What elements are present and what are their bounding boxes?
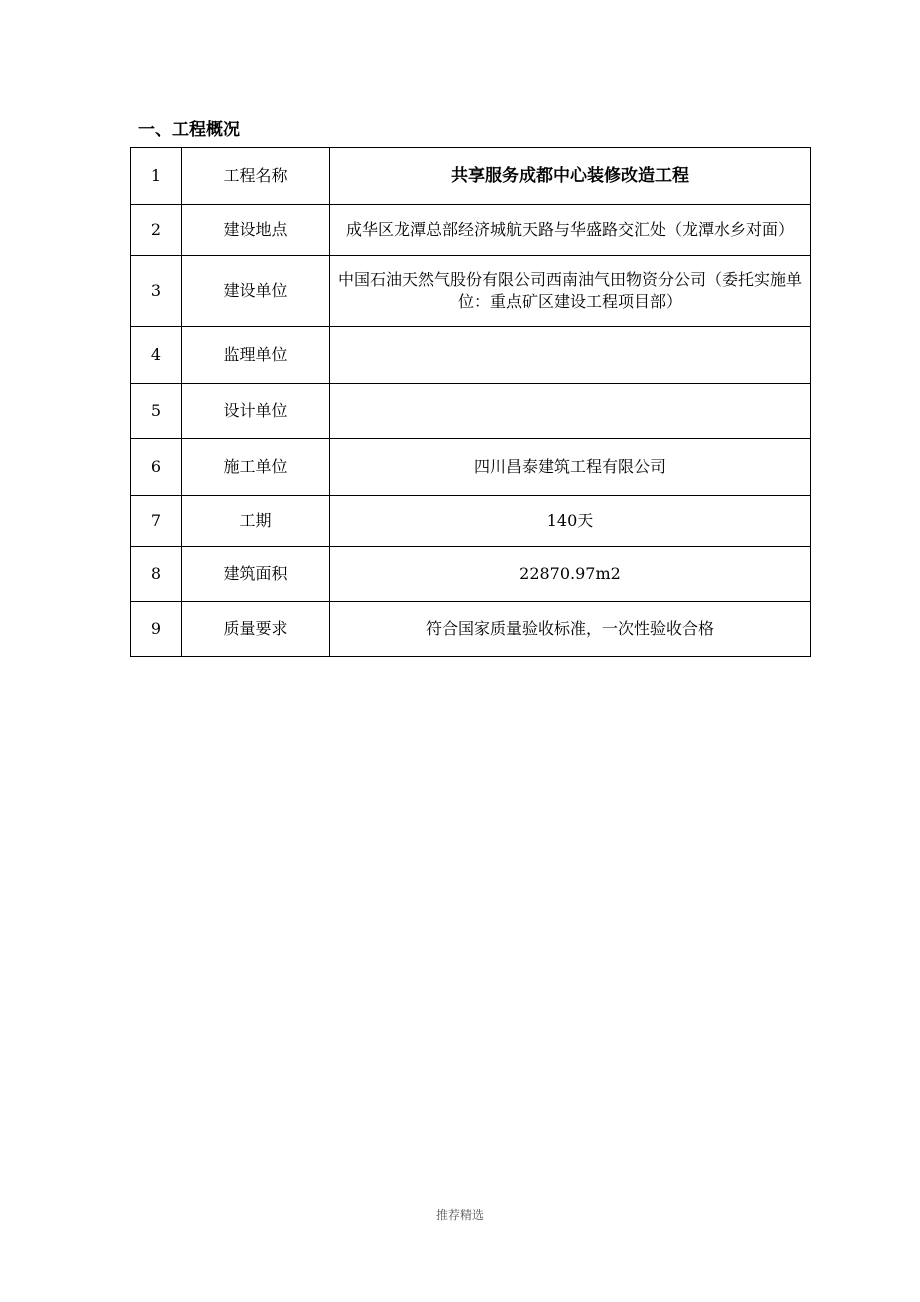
row-number: 8 bbox=[131, 547, 182, 602]
project-overview-table bbox=[130, 147, 811, 657]
row-label: 工期 bbox=[182, 496, 330, 547]
row-number: 9 bbox=[131, 602, 182, 657]
table-row bbox=[131, 327, 811, 384]
row-label: 建筑面积 bbox=[182, 547, 330, 602]
quality-requirement-value: 符合国家质量验收标准，一次性验收合格 bbox=[330, 602, 811, 657]
row-label: 监理单位 bbox=[182, 327, 330, 384]
row-label: 建设地点 bbox=[182, 205, 330, 256]
row-number: 6 bbox=[131, 439, 182, 496]
supervision-unit-value bbox=[330, 327, 811, 384]
page-footer: 推荐精选 bbox=[435, 1208, 484, 1222]
table-row bbox=[131, 602, 811, 657]
table-row bbox=[131, 439, 811, 496]
table-row bbox=[131, 547, 811, 602]
row-label: 设计单位 bbox=[182, 384, 330, 439]
contractor-value: 四川昌泰建筑工程有限公司 bbox=[330, 439, 811, 496]
table-row bbox=[131, 384, 811, 439]
row-label: 建设单位 bbox=[182, 256, 330, 327]
row-label: 工程名称 bbox=[182, 148, 330, 205]
row-label: 质量要求 bbox=[182, 602, 330, 657]
floor-area-value: 22870.97m2 bbox=[330, 547, 811, 602]
row-number: 2 bbox=[131, 205, 182, 256]
section-heading: 一、工程概况 bbox=[138, 120, 240, 140]
row-label: 施工单位 bbox=[182, 439, 330, 496]
row-number: 3 bbox=[131, 256, 182, 327]
duration-value: 140天 bbox=[330, 496, 811, 547]
table-row bbox=[131, 256, 811, 327]
row-number: 5 bbox=[131, 384, 182, 439]
construction-location-value: 成华区龙潭总部经济城航天路与华盛路交汇处（龙潭水乡对面） bbox=[330, 205, 811, 256]
row-number: 1 bbox=[131, 148, 182, 205]
table-row bbox=[131, 496, 811, 547]
row-number: 4 bbox=[131, 327, 182, 384]
owner-unit-value: 中国石油天然气股份有限公司西南油气田物资分公司（委托实施单位：重点矿区建设工程项目部） bbox=[330, 256, 811, 327]
design-unit-value bbox=[330, 384, 811, 439]
table-row bbox=[131, 148, 811, 205]
project-name-value: 共享服务成都中心装修改造工程 bbox=[330, 148, 811, 205]
row-number: 7 bbox=[131, 496, 182, 547]
table-row bbox=[131, 205, 811, 256]
